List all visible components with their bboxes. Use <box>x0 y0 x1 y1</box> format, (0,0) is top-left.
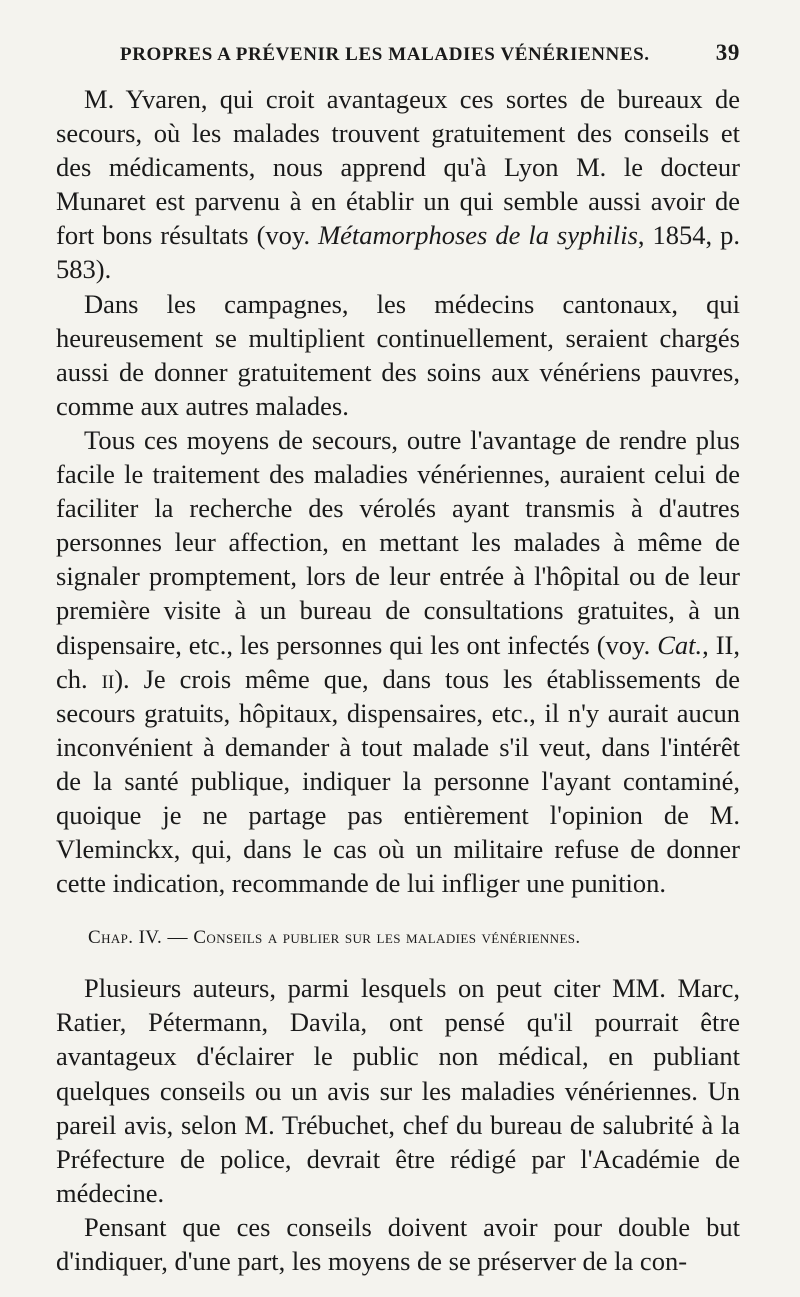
running-head <box>56 40 740 82</box>
paragraph-3-text-c: ). Je crois même que, dans tous les établissements de secours gratuits, hôpitaux, dispensaires, etc., il n'y aurait aucun inconvénient à demander à tout malade s'il veut, dans l'intérêt de la santé publique, indiquer la personne l'ayant contaminé, quoique je ne partage pas entièrement l'opinion de M. Vleminckx, qui, dans le cas où un militaire refuse de donner cette indication, recommande de lui infliger une punition. <box>56 663 741 899</box>
paragraph-2: Dans les campagnes, les médecins cantonaux, qui heureusement se multiplient continuellement, seraient chargés aussi de donner gratuitement des soins aux vénériens pauvres, comme aux autres malades. <box>56 288 740 421</box>
chapter-title: Conseils a publier sur les maladies vénériennes. <box>193 927 581 949</box>
chapter-dash: — <box>162 926 194 949</box>
paragraph-1-text-a: M. Yvaren, qui croit avantageux ces sortes de bureaux de secours, où les malades trouvent gratuitement des conseils et des médicaments, nous apprend qu'à Lyon M. le docteur Munaret est parvenu à en établir un qui semble aussi avoir de fort bons résultats (voy. <box>56 84 740 251</box>
paragraph-3 <box>56 423 740 900</box>
paragraph-1 <box>56 82 740 287</box>
paragraph-3-italic-ref: Cat. <box>657 629 703 660</box>
paragraph-3-text-b: , II, ch. <box>56 629 740 694</box>
chapter-heading <box>88 926 740 949</box>
paragraph-1-text-b: , 1854, p. 583). <box>56 220 740 285</box>
paragraph-5: Pensant que ces conseils doivent avoir pour double but d'indiquer, d'une part, les moyens de se préserver de la con- <box>56 1211 740 1276</box>
page-number: 39 <box>715 40 740 65</box>
body-text <box>56 82 740 1278</box>
paragraph-3-smallcaps: ii <box>101 663 115 694</box>
running-head-title: PROPRES A PRÉVENIR LES MALADIES VÉNÉRIENNES. <box>120 44 650 65</box>
paragraph-1-italic-title: Métamorphoses de la syphilis <box>318 220 638 251</box>
chapter-label: Chap. IV. <box>88 927 163 949</box>
paragraph-4: Plusieurs auteurs, parmi lesquels on peut citer MM. Marc, Ratier, Pétermann, Davila, ont pensé qu'il pourrait être avantageux d'éclairer le public non médical, en publiant quelques conseils ou un avis sur les maladies vénériennes. Un pareil avis, selon M. Trébuchet, chef du bureau de salubrité à la Préfecture de police, devrait être rédigé par l'Académie de médecine. <box>56 973 740 1208</box>
paragraph-3-text-a: Tous ces moyens de secours, outre l'avantage de rendre plus facile le traitement des maladies vénériennes, auraient celui de faciliter la recherche des vérolés ayant transmis à d'autres personnes leur affection, en mettant les malades à même de signaler promptement, lors de leur entrée à l'hôpital ou de leur première visite à un bureau de consultations gratuites, à un dispensaire, etc., les personnes qui les ont infectés (voy. <box>56 424 740 660</box>
